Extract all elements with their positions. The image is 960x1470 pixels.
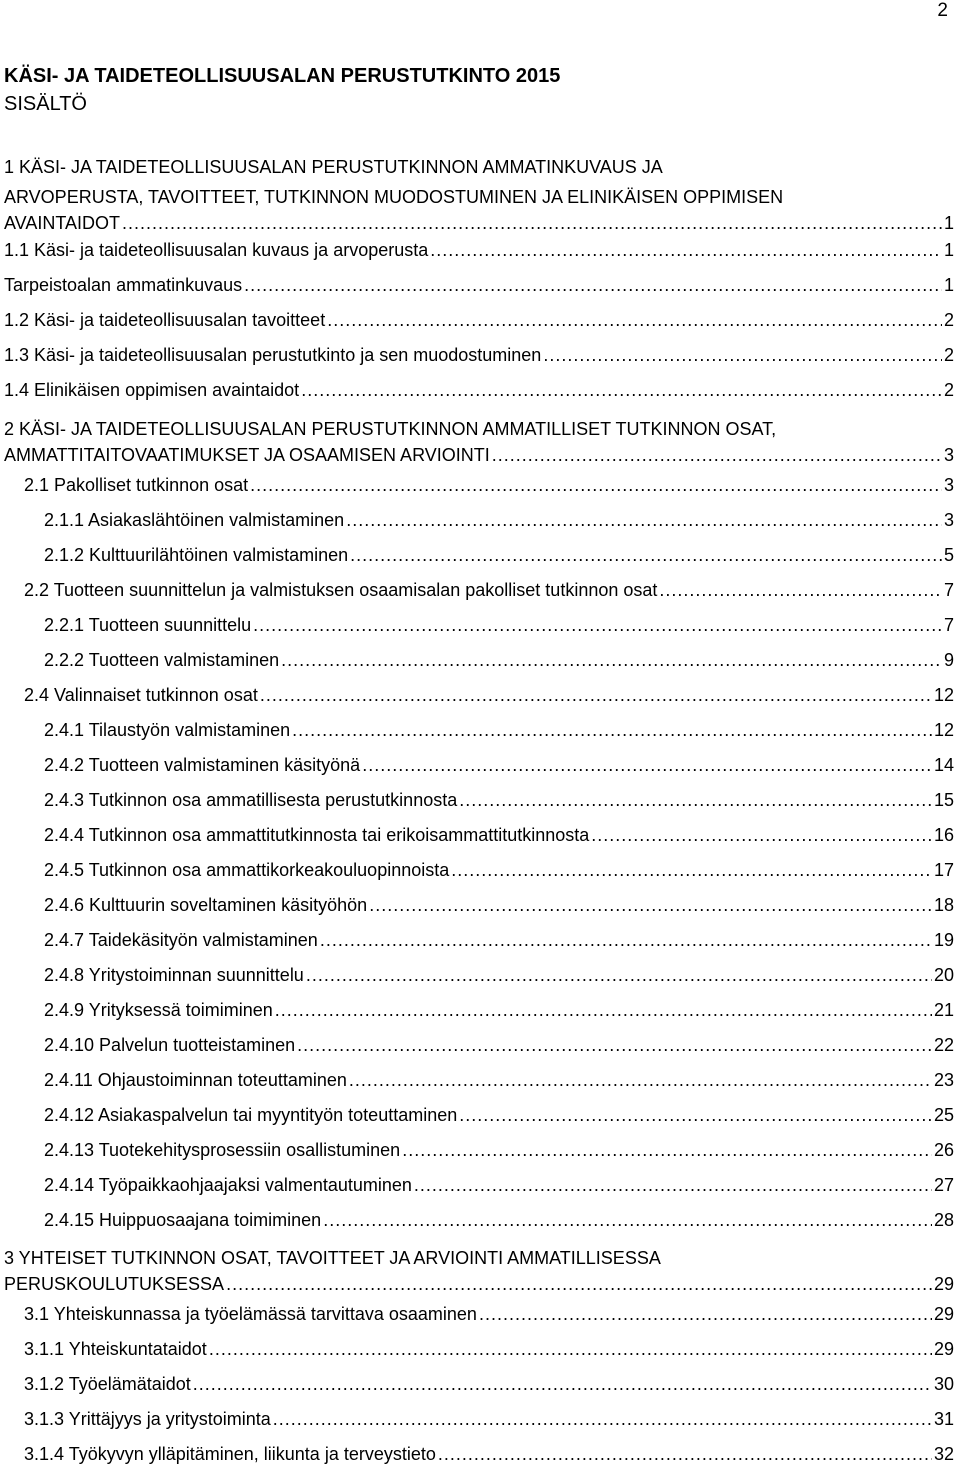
toc-entry-label: 2.1.1 Asiakaslähtöinen valmistaminen (44, 510, 345, 530)
toc-leader-dots (430, 239, 942, 261)
toc-entry-label: 2.4.13 Tuotekehitysprosessiin osallistuminen (44, 1140, 401, 1160)
toc-leader-dots (451, 859, 932, 881)
toc-entry-page: 23 (933, 1070, 954, 1090)
toc-leader-dots (320, 929, 932, 951)
toc-leader-dots (275, 999, 932, 1021)
toc-entry-label: 2.4.1 Tilaustyön valmistaminen (44, 720, 291, 740)
toc-leader-dots (369, 894, 932, 916)
toc-entry-label: 2.1 Pakolliset tutkinnon osat (24, 475, 249, 495)
toc-entry-page: 28 (933, 1210, 954, 1230)
toc-entry-label: Tarpeistoalan ammatinkuvaus (4, 275, 243, 295)
toc-leader-dots (306, 964, 932, 986)
toc-entry[interactable] (4, 414, 954, 466)
toc-entry-label: 3.1 Yhteiskunnassa ja työelämässä tarvittava osaaminen (24, 1304, 477, 1324)
toc-entry-page: 31 (933, 1409, 954, 1429)
toc-entry[interactable] (44, 1139, 954, 1161)
toc-entry-heading-line: 3 YHTEISET TUTKINNON OSAT, TAVOITTEET JA ARVIOINTI AMMATILLISESSA (4, 1248, 661, 1268)
toc-entry-page: 29 (933, 1304, 954, 1324)
toc-entry-label: 2.4.14 Työpaikkaohjaajaksi valmentautuminen (44, 1175, 412, 1195)
toc-entry[interactable] (44, 754, 954, 776)
toc-entry-page: 20 (933, 965, 954, 985)
toc-leader-dots (591, 824, 932, 846)
toc-entry[interactable] (44, 1209, 954, 1231)
toc-entry-label: 2.2 Tuotteen suunnittelun ja valmistuksen osaamisalan pakolliset tutkinnon osat (24, 580, 658, 600)
toc-entry[interactable] (44, 789, 954, 811)
toc-entry[interactable] (4, 1243, 954, 1295)
toc-leader-dots (260, 684, 932, 706)
toc-entry-label: 2.4.6 Kulttuurin soveltaminen käsityöhön (44, 895, 368, 915)
toc-entry-page: 12 (933, 685, 954, 705)
toc-entry[interactable] (24, 1303, 954, 1325)
toc-entry-page: 32 (933, 1444, 954, 1464)
toc-entry-label: PERUSKOULUTUKSESSA (4, 1274, 225, 1294)
toc-entry-label: 2.4.7 Taidekäsityön valmistaminen (44, 930, 318, 950)
toc-entry-page: 29 (933, 1339, 954, 1359)
toc-entry[interactable] (24, 1338, 954, 1360)
toc-leader-dots (244, 274, 942, 296)
toc-entry[interactable] (44, 544, 954, 566)
contents-heading: SISÄLTÖ (4, 93, 87, 115)
toc-entry-label: 3.1.2 Työelämätaidot (24, 1374, 191, 1394)
toc-leader-dots (402, 1139, 932, 1161)
toc-entry[interactable] (44, 824, 954, 846)
toc-leader-dots (492, 444, 942, 466)
toc-entry-page: 2 (943, 345, 954, 365)
toc-entry[interactable] (4, 239, 954, 261)
toc-entry-page: 3 (943, 475, 954, 495)
toc-leader-dots (193, 1373, 932, 1395)
toc-entry-page: 25 (933, 1105, 954, 1125)
toc-entry-page: 9 (943, 650, 954, 670)
toc-entry-page: 2 (943, 310, 954, 330)
toc-entry-page: 22 (933, 1035, 954, 1055)
toc-entry-page: 27 (933, 1175, 954, 1195)
toc-entry-label: 2.4.3 Tutkinnon osa ammatillisesta perustutkinnosta (44, 790, 458, 810)
toc-entry-page: 30 (933, 1374, 954, 1394)
toc-leader-dots (273, 1408, 932, 1430)
toc-entry[interactable] (44, 1104, 954, 1126)
toc-entry-page: 17 (933, 860, 954, 880)
toc-entry-page: 21 (933, 1000, 954, 1020)
toc-leader-dots (327, 309, 942, 331)
toc-leader-dots (362, 754, 932, 776)
toc-entry-page: 3 (943, 510, 954, 530)
toc-leader-dots (414, 1174, 932, 1196)
toc-entry[interactable] (44, 1069, 954, 1091)
toc-entry-label: 1.1 Käsi- ja taideteollisuusalan kuvaus ja arvoperusta (4, 240, 429, 260)
toc-entry[interactable] (24, 684, 954, 706)
toc-entry-label: 2.4.8 Yritystoiminnan suunnittelu (44, 965, 304, 985)
toc-entry-page: 1 (943, 240, 954, 260)
toc-entry-label: 2.2.1 Tuotteen suunnittelu (44, 615, 252, 635)
toc-entry-label: 2.4.10 Palvelun tuotteistaminen (44, 1035, 296, 1055)
toc-leader-dots (459, 1104, 932, 1126)
toc-entry-label: 1.2 Käsi- ja taideteollisuusalan tavoitteet (4, 310, 326, 330)
toc-entry[interactable] (24, 579, 954, 601)
toc-leader-dots (543, 344, 942, 366)
toc-entry-page: 26 (933, 1140, 954, 1160)
toc-leader-dots (459, 789, 932, 811)
toc-leader-dots (281, 649, 942, 671)
toc-entry-page: 1 (943, 213, 954, 233)
toc-entry[interactable] (24, 474, 954, 496)
toc-entry[interactable] (44, 964, 954, 986)
toc-leader-dots (250, 474, 942, 496)
toc-entry-label: 2.4.9 Yrityksessä toimiminen (44, 1000, 273, 1020)
document-title: KÄSI- JA TAIDETEOLLISUUSALAN PERUSTUTKINTO 2015 (4, 65, 561, 87)
toc-entry-page: 5 (943, 545, 954, 565)
toc-entry-label: 3.1.4 Työkyvyn ylläpitäminen, liikunta ja terveystieto (24, 1444, 436, 1464)
toc-leader-dots (292, 719, 932, 741)
toc-leader-dots (253, 614, 942, 636)
toc-entry[interactable] (24, 1373, 954, 1395)
toc-entry-label: 2.4.11 Ohjaustoiminnan toteuttaminen (44, 1070, 347, 1090)
toc-entry[interactable] (44, 999, 954, 1021)
toc-entry[interactable] (24, 1408, 954, 1430)
toc-entry-page: 18 (933, 895, 954, 915)
toc-entry[interactable] (44, 614, 954, 636)
toc-entry-label: 2.4 Valinnaiset tutkinnon osat (24, 685, 258, 705)
toc-entry[interactable] (44, 649, 954, 671)
toc-entry-page: 19 (933, 930, 954, 950)
toc-entry-heading-line: 1 KÄSI- JA TAIDETEOLLISUUSALAN PERUSTUTKINNON AMMATINKUVAUS JA (4, 157, 663, 177)
toc-entry[interactable] (44, 929, 954, 951)
toc-entry[interactable] (4, 379, 954, 401)
page-number: 2 (937, 0, 948, 21)
toc-entry-label: 2.1.2 Kulttuurilähtöinen valmistaminen (44, 545, 349, 565)
toc-entry[interactable] (44, 1174, 954, 1196)
toc-entry-label: 2.4.5 Tutkinnon osa ammattikorkeakouluopinnoista (44, 860, 450, 880)
toc-entry-page: 1 (943, 275, 954, 295)
toc-entry-label: 3.1.3 Yrittäjyys ja yritystoiminta (24, 1409, 271, 1429)
toc-entry[interactable] (4, 309, 954, 331)
toc-leader-dots (323, 1209, 932, 1231)
toc-entry[interactable] (44, 509, 954, 531)
toc-entry[interactable] (44, 719, 954, 741)
toc-entry[interactable] (44, 894, 954, 916)
toc-leader-dots (226, 1273, 932, 1295)
toc-entry-label: 1.4 Elinikäisen oppimisen avaintaidot (4, 380, 300, 400)
toc-entry-page: 12 (933, 720, 954, 740)
toc-leader-dots (346, 509, 942, 531)
toc-entry-page: 15 (933, 790, 954, 810)
toc-entry-page: 7 (943, 615, 954, 635)
toc-leader-dots (479, 1303, 932, 1325)
toc-entry[interactable] (4, 344, 954, 366)
toc-entry[interactable] (4, 152, 954, 234)
toc-leader-dots (350, 544, 942, 566)
toc-entry-page: 2 (943, 380, 954, 400)
toc-entry-label: 2.4.12 Asiakaspalvelun tai myyntityön toteuttaminen (44, 1105, 458, 1125)
toc-entry-page: 3 (943, 445, 954, 465)
toc-entry-label: 2.2.2 Tuotteen valmistaminen (44, 650, 280, 670)
toc-entry[interactable] (24, 1443, 954, 1465)
toc-entry[interactable] (44, 859, 954, 881)
toc-entry-label: 2.4.4 Tutkinnon osa ammattitutkinnosta tai erikoisammattitutkinnosta (44, 825, 590, 845)
toc-leader-dots (297, 1034, 932, 1056)
toc-entry[interactable] (4, 274, 954, 296)
toc-leader-dots (349, 1069, 932, 1091)
toc-entry-heading-line: 2 KÄSI- JA TAIDETEOLLISUUSALAN PERUSTUTKINNON AMMATILLISET TUTKINNON OSAT, (4, 419, 777, 439)
toc-leader-dots (301, 379, 942, 401)
toc-entry-label: AVAINTAIDOT (4, 213, 121, 233)
toc-entry-label: 2.4.15 Huippuosaajana toimiminen (44, 1210, 322, 1230)
toc-entry-page: 14 (933, 755, 954, 775)
toc-entry-label: AMMATTITAITOVAATIMUKSET JA OSAAMISEN ARVIOINTI (4, 445, 490, 465)
toc-leader-dots (659, 579, 942, 601)
toc-entry-page: 16 (933, 825, 954, 845)
toc-leader-dots (122, 212, 942, 234)
toc-entry-label: 2.4.2 Tuotteen valmistaminen käsityönä (44, 755, 361, 775)
toc-leader-dots (438, 1443, 932, 1465)
toc-entry-heading-line: ARVOPERUSTA, TAVOITTEET, TUTKINNON MUODOSTUMINEN JA ELINIKÄISEN OPPIMISEN (4, 187, 784, 207)
toc-entry-label: 1.3 Käsi- ja taideteollisuusalan perustutkinto ja sen muodostuminen (4, 345, 542, 365)
toc-entry-label: 3.1.1 Yhteiskuntataidot (24, 1339, 207, 1359)
toc-leader-dots (209, 1338, 932, 1360)
toc-entry-page: 29 (933, 1274, 954, 1294)
toc-entry-page: 7 (943, 580, 954, 600)
toc-entry[interactable] (44, 1034, 954, 1056)
